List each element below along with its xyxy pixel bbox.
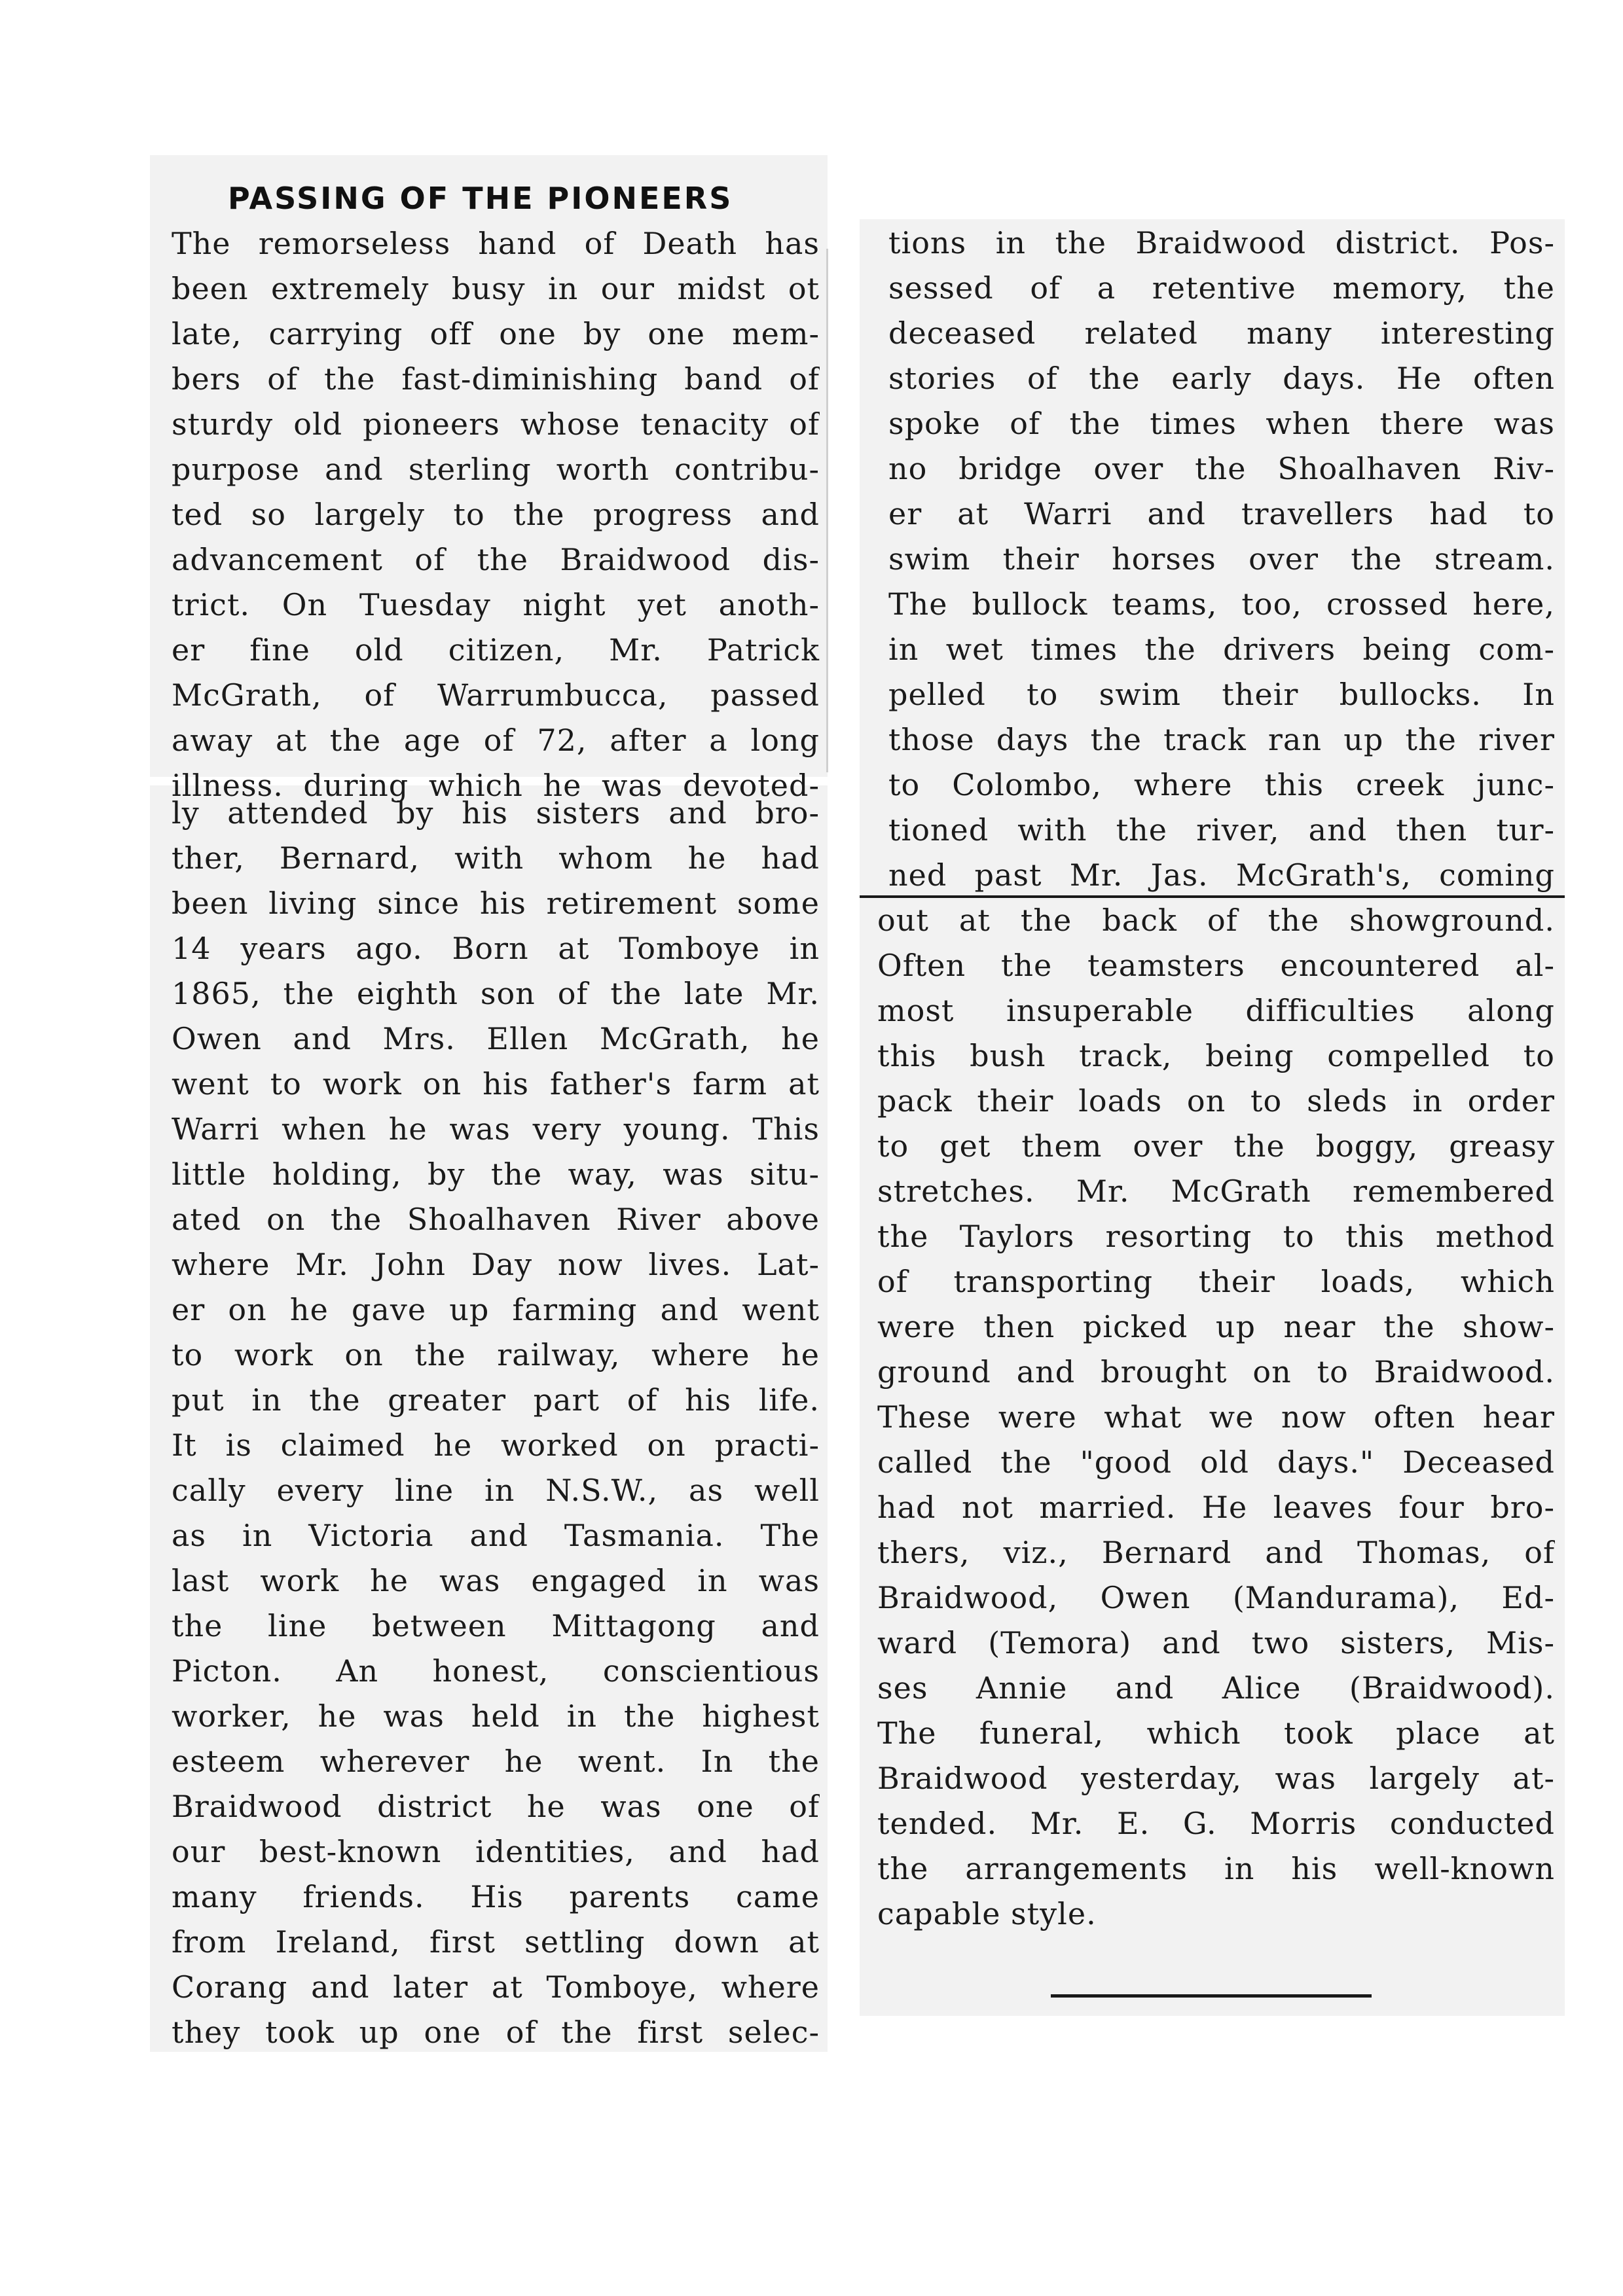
- text-line: last work he was engaged in was: [172, 1563, 820, 1598]
- text-line: er fine old citizen, Mr. Patrick: [172, 632, 820, 668]
- text-line: from Ireland, first settling down at: [172, 1924, 820, 1960]
- text-line: These were what we now often hear: [877, 1399, 1555, 1435]
- text-line: Owen and Mrs. Ellen McGrath, he: [172, 1021, 820, 1056]
- text-line: advancement of the Braidwood dis-: [172, 542, 820, 577]
- text-line: ned past Mr. Jas. McGrath's, coming: [888, 857, 1555, 893]
- text-line: tions in the Braidwood district. Pos-: [888, 225, 1555, 260]
- text-line: of transporting their loads, which: [877, 1264, 1555, 1299]
- column-2-top: [888, 221, 1555, 898]
- text-line: stories of the early days. He often: [888, 361, 1555, 396]
- text-line: as in Victoria and Tasmania. The: [172, 1518, 820, 1553]
- text-line: to Colombo, where this creek junc-: [888, 767, 1555, 802]
- text-line: ted so largely to the progress and: [172, 497, 820, 532]
- text-line: sessed of a retentive memory, the: [888, 270, 1555, 306]
- text-line: out at the back of the showground.: [877, 903, 1555, 938]
- text-line: went to work on his father's farm at: [172, 1066, 820, 1102]
- text-line: little holding, by the way, was situ-: [172, 1157, 820, 1192]
- text-line: purpose and sterling worth contribu-: [172, 452, 820, 487]
- text-line: pack their loads on to sleds in order: [877, 1083, 1555, 1119]
- text-line: bers of the fast-diminishing band of: [172, 361, 820, 397]
- text-line: worker, he was held in the highest: [172, 1698, 820, 1734]
- text-line: called the "good old days." Deceased: [877, 1444, 1555, 1480]
- text-line: they took up one of the first selec-: [172, 2015, 820, 2050]
- text-line: Braidwood yesterday, was largely at-: [877, 1761, 1555, 1796]
- text-line: tended. Mr. E. G. Morris conducted: [877, 1806, 1555, 1841]
- text-line: those days the track ran up the river: [888, 722, 1555, 757]
- text-line: trict. On Tuesday night yet anoth-: [172, 587, 820, 622]
- article-end-rule: [1051, 1994, 1372, 1998]
- article-headline: PASSING OF THE PIONEERS: [228, 181, 733, 216]
- text-line: Picton. An honest, conscientious: [172, 1653, 820, 1689]
- text-line: had not married. He leaves four bro-: [877, 1490, 1555, 1525]
- text-line: ly attended by his sisters and bro-: [172, 795, 820, 831]
- text-line: to get them over the boggy, greasy: [877, 1128, 1555, 1164]
- text-line: ther, Bernard, with whom he had: [172, 840, 820, 876]
- text-line: the line between Mittagong and: [172, 1608, 820, 1643]
- text-line: esteem wherever he went. In the: [172, 1744, 820, 1779]
- text-line: thers, viz., Bernard and Thomas, of: [877, 1535, 1555, 1570]
- text-line: put in the greater part of his life.: [172, 1382, 820, 1418]
- text-line: many friends. His parents came: [172, 1879, 820, 1914]
- column-1-top: [172, 221, 820, 808]
- text-line: late, carrying off one by one mem-: [172, 316, 820, 351]
- text-line: swim their horses over the stream.: [888, 541, 1555, 577]
- text-line: 1865, the eighth son of the late Mr.: [172, 976, 820, 1011]
- text-line: ground and brought on to Braidwood.: [877, 1354, 1555, 1390]
- text-line: Braidwood, Owen (Mandurama), Ed-: [877, 1580, 1555, 1615]
- text-line: capable style.: [877, 1896, 1097, 1931]
- text-line: ses Annie and Alice (Braidwood).: [877, 1670, 1555, 1706]
- text-line: to work on the railway, where he: [172, 1337, 820, 1372]
- text-line: were then picked up near the show-: [877, 1309, 1555, 1344]
- text-line: where Mr. John Day now lives. Lat-: [172, 1247, 820, 1282]
- column-2-bottom: [877, 898, 1555, 1937]
- text-line: tioned with the river, and then tur-: [888, 812, 1555, 848]
- text-line: Often the teamsters encountered al-: [877, 948, 1555, 983]
- text-line: ward (Temora) and two sisters, Mis-: [877, 1625, 1555, 1660]
- text-line: The bullock teams, too, crossed here,: [888, 586, 1555, 622]
- text-line: It is claimed he worked on practi-: [172, 1427, 820, 1463]
- text-line: the Taylors resorting to this method: [877, 1219, 1555, 1254]
- column-divider: [826, 249, 828, 772]
- column-1-bottom: [172, 791, 820, 2055]
- text-line: The remorseless hand of Death has: [172, 226, 820, 261]
- text-line: in wet times the drivers being com-: [888, 632, 1555, 667]
- text-line: cally every line in N.S.W., as well: [172, 1473, 820, 1508]
- text-line: Warri when he was very young. This: [172, 1111, 820, 1147]
- text-line: this bush track, being compelled to: [877, 1038, 1555, 1073]
- text-line: pelled to swim their bullocks. In: [888, 677, 1555, 712]
- text-line: illness. during which he was devoted-: [172, 768, 820, 803]
- text-line: stretches. Mr. McGrath remembered: [877, 1174, 1555, 1209]
- text-line: no bridge over the Shoalhaven Riv-: [888, 451, 1555, 486]
- text-line: er at Warri and travellers had to: [888, 496, 1555, 531]
- text-line: spoke of the times when there was: [888, 406, 1555, 441]
- text-line: Corang and later at Tomboye, where: [172, 1969, 820, 2005]
- text-line: our best-known identities, and had: [172, 1834, 820, 1869]
- text-line: the arrangements in his well-known: [877, 1851, 1555, 1886]
- text-line: been living since his retirement some: [172, 886, 820, 921]
- text-line: deceased related many interesting: [888, 315, 1555, 351]
- text-line: most insuperable difficulties along: [877, 993, 1555, 1028]
- text-line: The funeral, which took place at: [877, 1715, 1555, 1751]
- text-line: 14 years ago. Born at Tomboye in: [172, 931, 820, 966]
- text-line: Braidwood district he was one of: [172, 1789, 820, 1824]
- text-line: been extremely busy in our midst ot: [172, 271, 820, 306]
- text-line: away at the age of 72, after a long: [172, 723, 820, 758]
- text-line: sturdy old pioneers whose tenacity of: [172, 406, 820, 442]
- text-line: ated on the Shoalhaven River above: [172, 1202, 820, 1237]
- text-line: er on he gave up farming and went: [172, 1292, 820, 1327]
- text-line: McGrath, of Warrumbucca, passed: [172, 677, 820, 713]
